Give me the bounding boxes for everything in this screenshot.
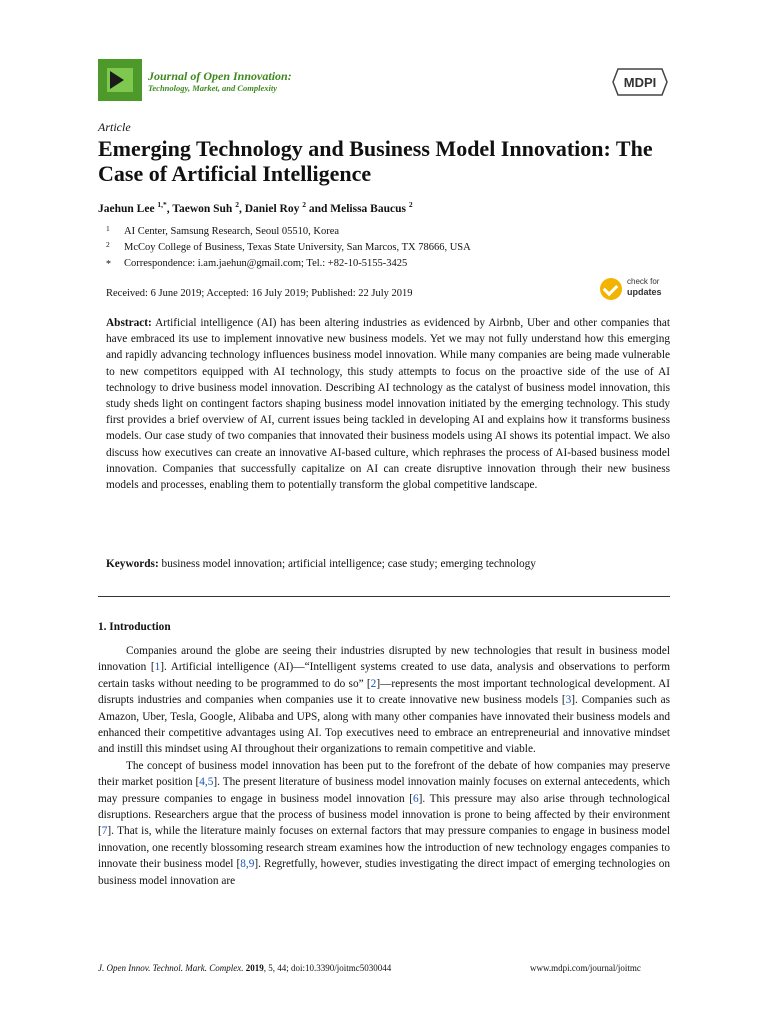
citation-link[interactable]: 3 <box>565 694 572 707</box>
author-name: Jaehun Lee <box>98 203 158 215</box>
affiliation-marker: 2 <box>106 240 110 249</box>
abstract-text: Artificial intelligence (AI) has been altering industries as evidenced by Airbnb, Uber and other companies that have embraced its use to implement innovative new business models. Yet we may not fully understand how this emerging and rapidly advancing technology influences business model innovation. While many companies are being made vulnerable to new competitors equipped with AI technology, this study attempts to focus on the proactive side of the use of AI technology to drive business model innovation. Describing AI technology as the catalyst of business model innovation, this study sheds light on contingent factors shaping business model innovation initiated by the emerging technology. This study first provides a brief overview of AI, current issues being tackled in developing AI and explains how it transforms business models. Our case study of two companies that innovated their business models using AI shows its potential impact. We also discuss how executives can create an innovative AI-based culture, which rephrases the process of AI-based business model innovation. Companies that successfully capitalize on AI can create disruptive innovation through their new business models and processes, enabling them to potentially transform the global competitive landscape. <box>106 317 670 492</box>
paragraph-text: ]—represents the most important technological development. AI disrupts industries and companies when companies use it to create innovative new business models [ <box>98 677 670 707</box>
publisher-name: MDPI <box>623 75 657 90</box>
affiliation-text: McCoy College of Business, Texas State University, San Marcos, TX 78666, USA <box>124 242 471 253</box>
citation-link[interactable]: 8,9 <box>240 858 255 871</box>
journal-url[interactable]: www.mdpi.com/journal/joitmc <box>530 963 641 973</box>
citation-link[interactable]: 6 <box>413 792 419 805</box>
check-for-updates-badge[interactable] <box>600 276 670 304</box>
journal-logo <box>98 59 142 101</box>
citation-link[interactable]: 7 <box>101 825 108 838</box>
paragraph-text: The concept of business model innovation has been put to the forefront of the debate of how companies may preserve their market position [ <box>98 759 670 789</box>
paragraph <box>98 643 670 758</box>
citation-link[interactable]: 1 <box>154 661 161 674</box>
keywords-label: Keywords: <box>106 558 159 570</box>
author-list: Jaehun Lee $^{1,*}$, Taewon Suh $^2$, Daniel Roy $^2$ and Melissa Baucus $^2$ <box>98 200 413 215</box>
affiliation-marker: 1 <box>106 224 110 233</box>
paragraph-text: Companies around the globe are seeing their industries disrupted by new technologies that result in business model innovation [ <box>98 645 670 674</box>
section-heading: 1. Introduction <box>98 621 171 633</box>
journal-subtitle: Technology, Market, and Complexity <box>148 83 277 93</box>
publisher-logo <box>612 68 668 96</box>
keywords-text: business model innovation; artificial intelligence; case study; emerging technology <box>161 558 536 570</box>
check-updates-line2: updates <box>627 287 662 297</box>
footer-citation <box>98 963 391 973</box>
check-icon <box>600 278 622 300</box>
citation-journal: J. Open Innov. Technol. Mark. Complex. <box>98 963 244 973</box>
keywords <box>106 558 670 570</box>
article-type: Article <box>98 120 131 134</box>
affiliation-marker: * <box>106 259 111 270</box>
author-name: Taewon Suh <box>172 203 236 215</box>
author-affiliation-marker: 2 <box>302 200 306 210</box>
author-affiliation-marker: 2 <box>408 200 413 210</box>
play-icon <box>110 71 124 89</box>
citation-details: , 5, 44; doi:10.3390/joitmc5030044 <box>263 963 392 973</box>
introduction-body <box>98 643 670 889</box>
paragraph-text: ]. Regretfully, however, studies investigating the direct impact of emerging technologies on business model innovation are <box>98 858 671 887</box>
paragraph-text: ]. The present literature of business model innovation mainly focuses on external antecedents, which may pressure companies to engage in business model innovation [ <box>98 776 670 805</box>
publication-dates: Received: 6 June 2019; Accepted: 16 July 2019; Published: 22 July 2019 <box>106 288 413 299</box>
paragraph-text: ]. This pressure may also arise through technological disruptions. Researchers argue that the process of business model innovation is prone to being affected by their environment [ <box>98 792 670 838</box>
author-name: Daniel Roy <box>244 203 303 215</box>
paper-title: Emerging Technology and Business Model Innovation: The Case of Artificial Intelligence <box>98 136 653 186</box>
author-affiliation-marker: 2 <box>235 200 239 210</box>
citation-link[interactable]: 2 <box>370 677 377 690</box>
author-affiliation-marker: 1,* <box>157 200 167 210</box>
paragraph <box>98 758 670 889</box>
author-name: Melissa Baucus <box>330 203 409 215</box>
paragraph-text: ]. Artificial intelligence (AI)—“Intelligent systems created to use data, analysis and observations to perform certain tasks without needing to be programmed to do so” [ <box>98 661 670 690</box>
paragraph-text: ]. Companies such as Amazon, Uber, Tesla, Google, Alibaba and UPS, along with many other companies have innovated their business models and enhanced their competitive advantages using AI. Top executives need to embrace an entrepreneurial and innovative mindset and instill this mindset using AI throughout their organizations to remain competitive and viable. <box>98 694 670 756</box>
section-divider <box>98 596 670 597</box>
abstract <box>106 315 670 493</box>
affiliation-text: Correspondence: i.am.jaehun@gmail.com; Tel.: +82-10-5155-3425 <box>124 258 408 269</box>
affiliation-text: AI Center, Samsung Research, Seoul 05510, Korea <box>124 226 340 237</box>
citation-link[interactable]: 4,5 <box>199 776 214 789</box>
abstract-label: Abstract: <box>106 317 152 329</box>
journal-name: Journal of Open Innovation: <box>148 69 292 83</box>
paragraph-text: ]. That is, while the literature mainly focuses on external factors that may pressure companies to engage in business model innovation, one recently blossoming research stream examines how the introduction of new technology engages companies to innovate their business model [ <box>98 825 670 871</box>
citation-year: 2019 <box>245 963 264 973</box>
check-updates-line1: check for <box>627 277 660 286</box>
